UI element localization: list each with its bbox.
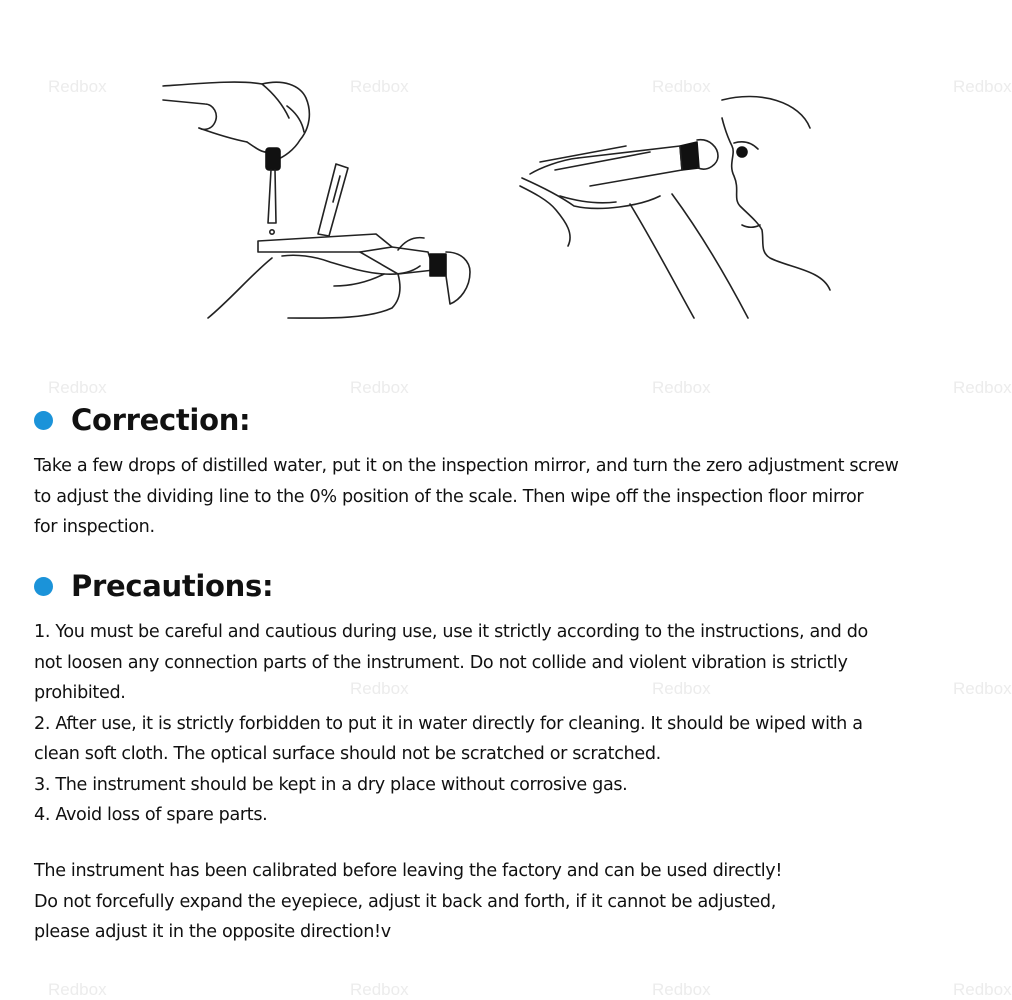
precautions-heading: Precautions: [71,569,274,603]
watermark-text: Redbox [953,378,1012,397]
watermark-text: Redbox [953,77,1012,96]
watermark-text: Redbox [953,679,1012,698]
watermark-text: Redbox [350,980,409,999]
correction-header [34,403,250,437]
watermark-text: Redbox [48,378,107,397]
note-line: please adjust it in the opposite direction!v [34,922,391,942]
bullet-dot-icon [34,411,53,430]
watermark-text: Redbox [652,77,711,96]
precautions-list [34,617,974,831]
notes-paragraph [34,856,974,948]
watermark-text: Redbox [48,980,107,999]
watermark-text: Redbox [350,77,409,96]
precaution-line: prohibited. [34,683,126,703]
correction-heading: Correction: [71,403,251,437]
bullet-dot-icon [34,577,53,596]
precaution-line: 4. Avoid loss of spare parts. [34,805,268,825]
precaution-line: 2. After use, it is strictly forbidden to put it in water directly for cleaning. It should be wiped with a [34,713,863,734]
precaution-line: clean soft cloth. The optical surface should not be scratched or scratched. [34,744,661,764]
correction-paragraph [34,451,974,543]
precaution-line: 3. The instrument should be kept in a dry place without corrosive gas. [34,774,628,795]
correction-line: to adjust the dividing line to the 0% position of the scale. Then wipe off the inspection floor mirror [34,486,864,507]
correction-line: Take a few drops of distilled water, put it on the inspection mirror, and turn the zero adjustment screw [34,456,899,476]
precautions-header [34,569,273,603]
correction-line: for inspection. [34,517,155,537]
watermark-text: Redbox [652,980,711,999]
watermark-text: Redbox [48,77,107,96]
person-viewing-refractor-illustration [520,96,830,318]
dropper-on-refractor-illustration [163,82,470,318]
watermark-text: Redbox [350,679,409,698]
watermark-text: Redbox [652,679,711,698]
watermark-text: Redbox [652,378,711,397]
watermark-text: Redbox [350,378,409,397]
illustration-panel [0,0,1000,360]
note-line: The instrument has been calibrated before leaving the factory and can be used directly! [34,861,783,881]
watermark-text: Redbox [953,980,1012,999]
note-line: Do not forcefully expand the eyepiece, adjust it back and forth, if it cannot be adjusted, [34,891,776,912]
precaution-line: not loosen any connection parts of the instrument. Do not collide and violent vibration is strictly [34,652,848,673]
precaution-line: 1. You must be careful and cautious during use, use it strictly according to the instructions, and do [34,622,868,642]
